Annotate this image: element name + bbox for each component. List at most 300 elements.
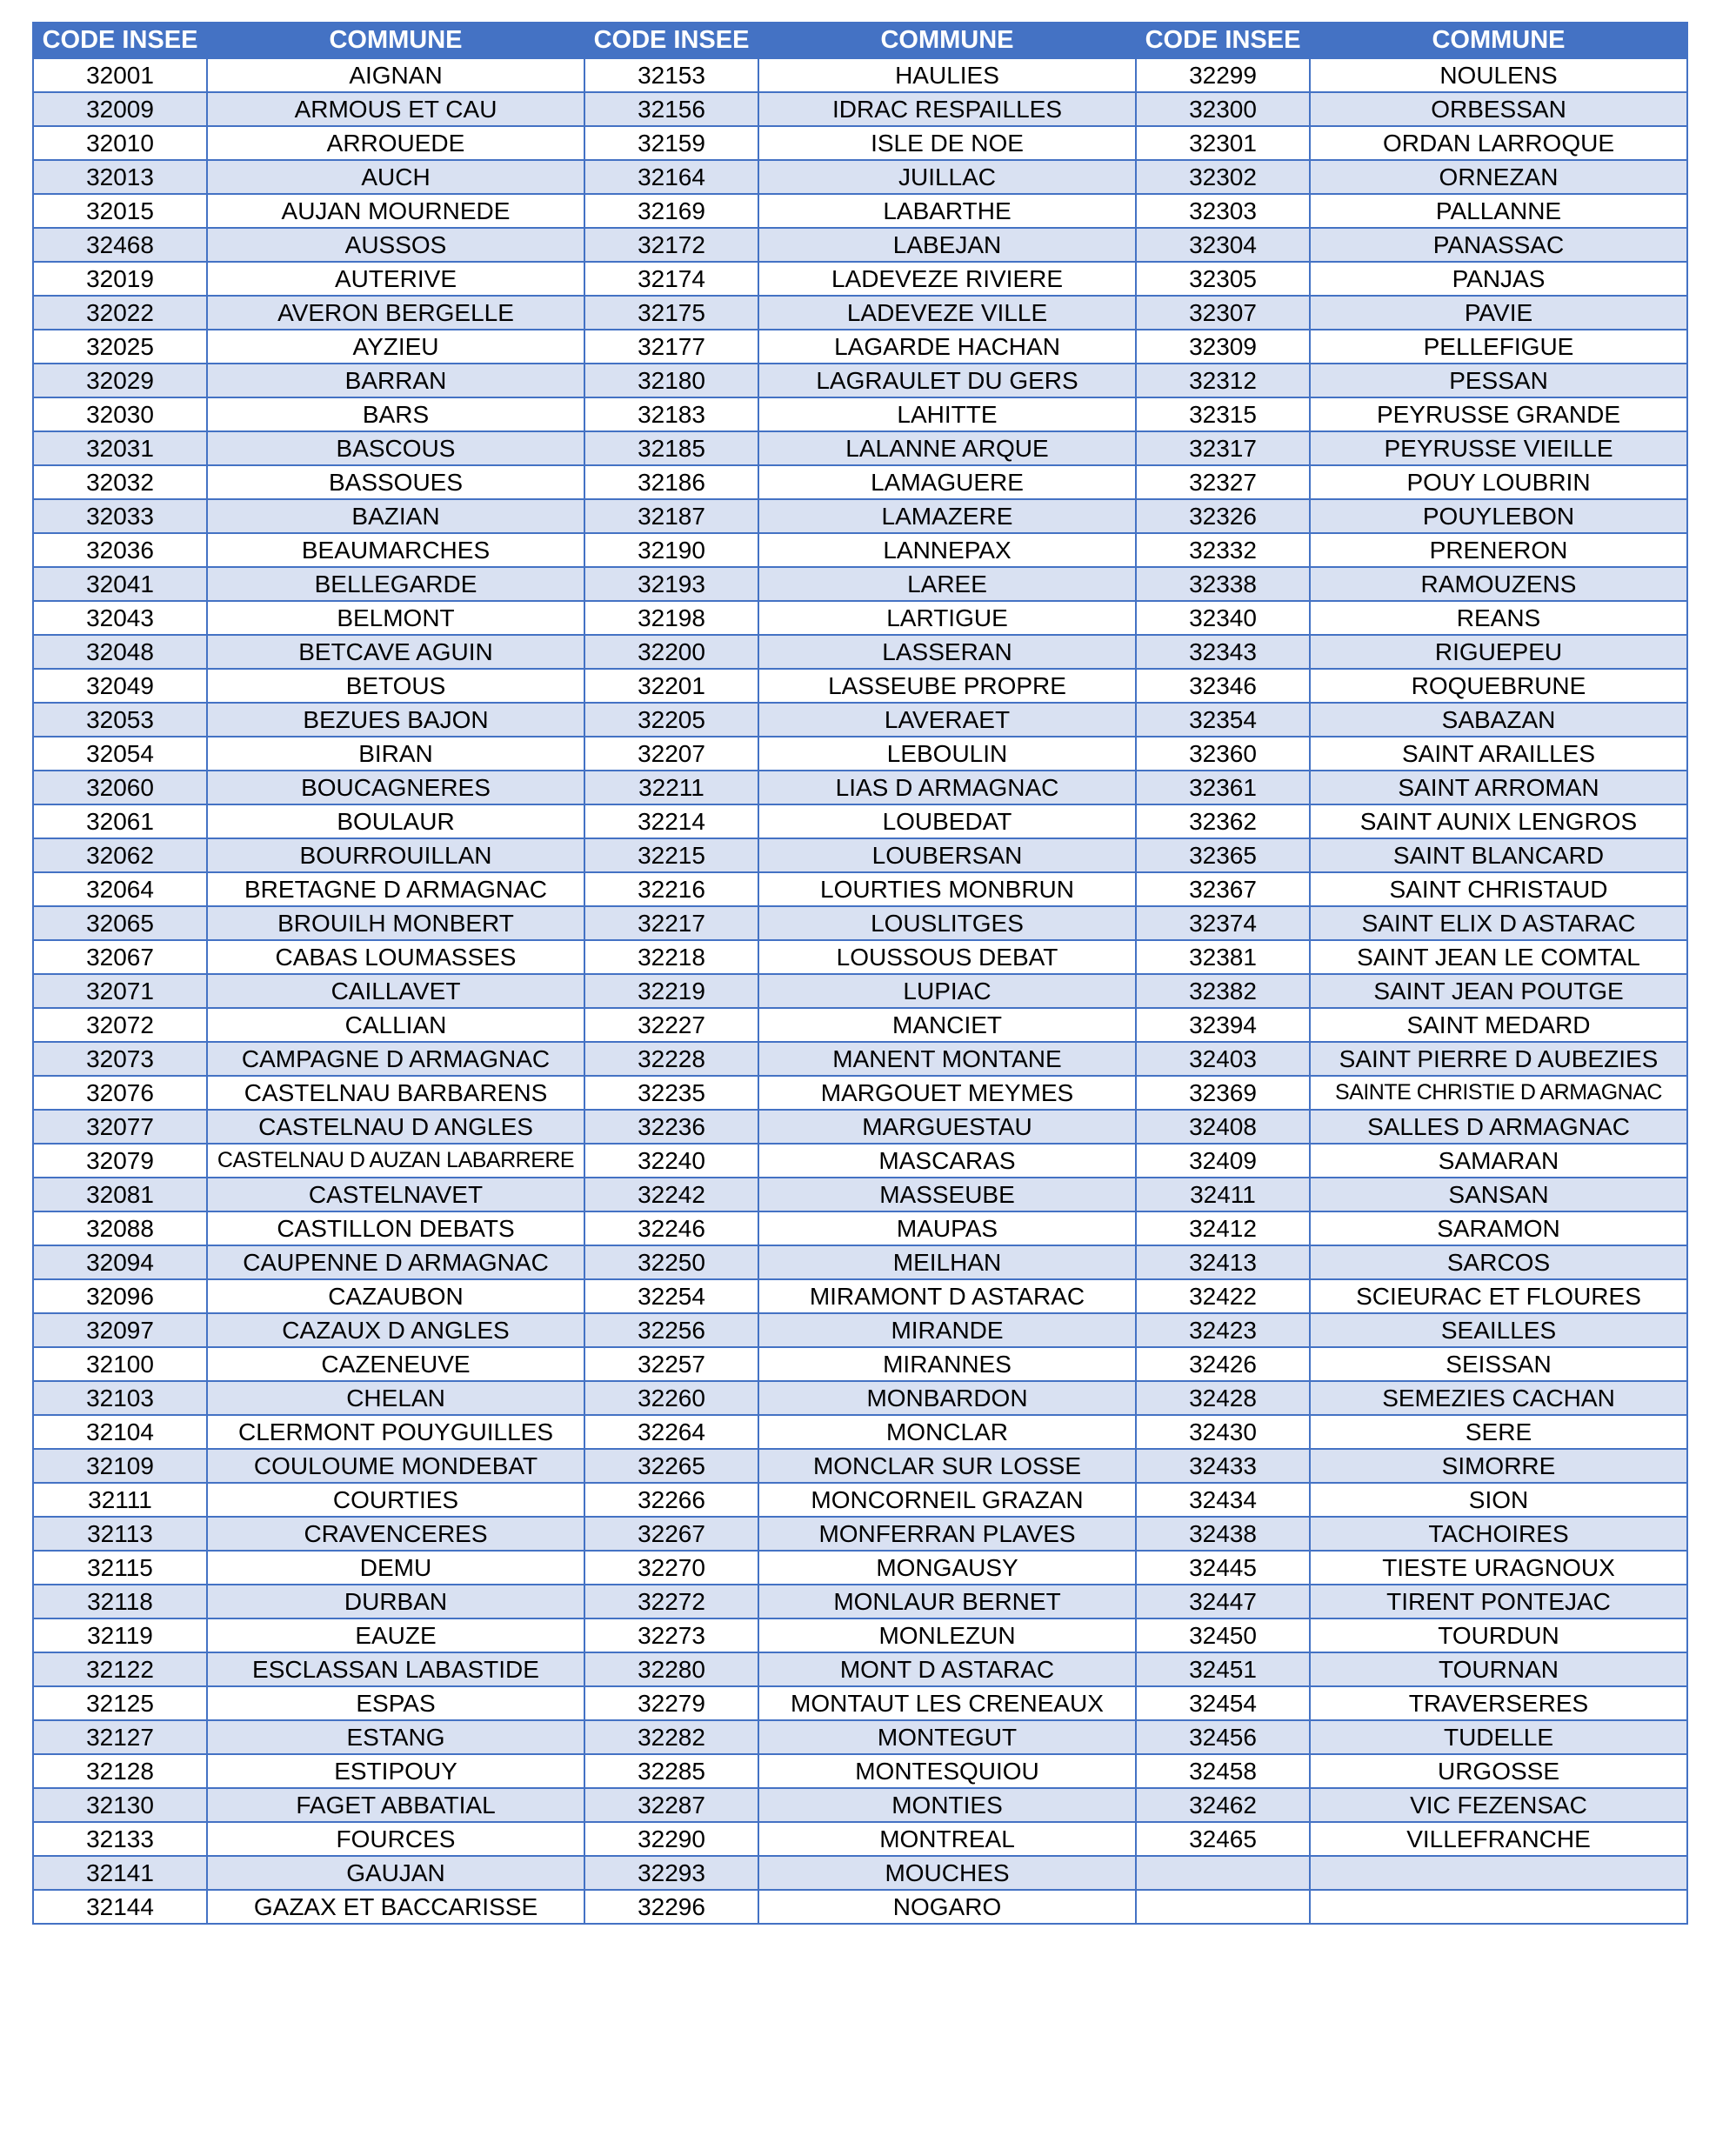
commune-table [32, 22, 1688, 1925]
commune-cell: BEAUMARCHES [207, 533, 584, 567]
header-code-insee-3: CODE INSEE [1136, 23, 1310, 58]
code-insee-cell: 32315 [1136, 397, 1310, 431]
code-insee-cell: 32141 [33, 1856, 207, 1890]
commune-cell: AYZIEU [207, 330, 584, 364]
commune-cell: TOURNAN [1310, 1652, 1687, 1686]
code-insee-cell: 32029 [33, 364, 207, 397]
code-insee-cell: 32312 [1136, 364, 1310, 397]
code-insee-cell: 32246 [584, 1211, 758, 1245]
commune-cell: LADEVEZE RIVIERE [758, 262, 1136, 296]
code-insee-cell: 32299 [1136, 58, 1310, 92]
code-insee-cell: 32302 [1136, 160, 1310, 194]
commune-cell: BARRAN [207, 364, 584, 397]
commune-cell: ESTIPOUY [207, 1754, 584, 1788]
code-insee-cell: 32096 [33, 1279, 207, 1313]
code-insee-cell: 32361 [1136, 771, 1310, 804]
commune-cell: SEMEZIES CACHAN [1310, 1381, 1687, 1415]
code-insee-cell: 32290 [584, 1822, 758, 1856]
commune-cell: VIC FEZENSAC [1310, 1788, 1687, 1822]
code-insee-cell: 32217 [584, 906, 758, 940]
commune-cell: COURTIES [207, 1483, 584, 1517]
code-insee-cell: 32305 [1136, 262, 1310, 296]
commune-cell: MIRAMONT D ASTARAC [758, 1279, 1136, 1313]
code-insee-cell: 32282 [584, 1720, 758, 1754]
table-row [33, 1415, 1687, 1449]
code-insee-cell: 32049 [33, 669, 207, 703]
commune-cell: LADEVEZE VILLE [758, 296, 1136, 330]
code-insee-cell: 32079 [33, 1144, 207, 1178]
commune-cell: LOURTIES MONBRUN [758, 872, 1136, 906]
table-row [33, 397, 1687, 431]
commune-cell: MONCLAR [758, 1415, 1136, 1449]
commune-cell: MAUPAS [758, 1211, 1136, 1245]
code-insee-cell: 32296 [584, 1890, 758, 1924]
commune-cell: PAVIE [1310, 296, 1687, 330]
code-insee-cell: 32381 [1136, 940, 1310, 974]
code-insee-cell: 32061 [33, 804, 207, 838]
code-insee-cell: 32180 [584, 364, 758, 397]
commune-cell: MONTIES [758, 1788, 1136, 1822]
commune-cell: SEISSAN [1310, 1347, 1687, 1381]
code-insee-cell: 32169 [584, 194, 758, 228]
code-insee-cell: 32428 [1136, 1381, 1310, 1415]
commune-cell: TACHOIRES [1310, 1517, 1687, 1551]
table-row [33, 1076, 1687, 1110]
table-row [33, 1618, 1687, 1652]
commune-cell: MONBARDON [758, 1381, 1136, 1415]
code-insee-cell: 32033 [33, 499, 207, 533]
commune-cell: ARMOUS ET CAU [207, 92, 584, 126]
commune-cell: CASTELNAVET [207, 1178, 584, 1211]
code-insee-cell: 32270 [584, 1551, 758, 1585]
commune-cell: AUJAN MOURNEDE [207, 194, 584, 228]
table-row [33, 1686, 1687, 1720]
code-insee-cell: 32133 [33, 1822, 207, 1856]
commune-cell: SALLES D ARMAGNAC [1310, 1110, 1687, 1144]
code-insee-cell: 32304 [1136, 228, 1310, 262]
commune-cell: LAREE [758, 567, 1136, 601]
commune-cell: LOUSLITGES [758, 906, 1136, 940]
code-insee-cell: 32287 [584, 1788, 758, 1822]
table-row [33, 364, 1687, 397]
commune-cell: SANSAN [1310, 1178, 1687, 1211]
code-insee-cell: 32413 [1136, 1245, 1310, 1279]
code-insee-cell: 32301 [1136, 126, 1310, 160]
code-insee-cell: 32115 [33, 1551, 207, 1585]
commune-cell: TRAVERSERES [1310, 1686, 1687, 1720]
code-insee-cell: 32227 [584, 1008, 758, 1042]
code-insee-cell: 32077 [33, 1110, 207, 1144]
commune-cell: PESSAN [1310, 364, 1687, 397]
commune-cell [1310, 1856, 1687, 1890]
table-row [33, 1856, 1687, 1890]
commune-cell: SAINT ARROMAN [1310, 771, 1687, 804]
commune-cell: ROQUEBRUNE [1310, 669, 1687, 703]
code-insee-cell: 32468 [33, 228, 207, 262]
code-insee-cell: 32064 [33, 872, 207, 906]
commune-cell: ORNEZAN [1310, 160, 1687, 194]
table-row [33, 1483, 1687, 1517]
commune-cell: BASSOUES [207, 465, 584, 499]
commune-cell: FAGET ABBATIAL [207, 1788, 584, 1822]
code-insee-cell: 32062 [33, 838, 207, 872]
commune-cell: TUDELLE [1310, 1720, 1687, 1754]
commune-cell: ISLE DE NOE [758, 126, 1136, 160]
code-insee-cell: 32025 [33, 330, 207, 364]
commune-cell: MONCLAR SUR LOSSE [758, 1449, 1136, 1483]
table-row [33, 1551, 1687, 1585]
table-row [33, 771, 1687, 804]
code-insee-cell: 32454 [1136, 1686, 1310, 1720]
code-insee-cell: 32097 [33, 1313, 207, 1347]
code-insee-cell: 32346 [1136, 669, 1310, 703]
commune-cell: CALLIAN [207, 1008, 584, 1042]
code-insee-cell: 32300 [1136, 92, 1310, 126]
commune-cell: ARROUEDE [207, 126, 584, 160]
code-insee-cell: 32043 [33, 601, 207, 635]
code-insee-cell: 32122 [33, 1652, 207, 1686]
commune-cell: MONTEGUT [758, 1720, 1136, 1754]
commune-cell: SAINTE CHRISTIE D ARMAGNAC [1310, 1076, 1687, 1110]
code-insee-cell: 32100 [33, 1347, 207, 1381]
code-insee-cell: 32367 [1136, 872, 1310, 906]
commune-cell: BELLEGARDE [207, 567, 584, 601]
commune-cell: BELMONT [207, 601, 584, 635]
code-insee-cell: 32186 [584, 465, 758, 499]
code-insee-cell: 32257 [584, 1347, 758, 1381]
code-insee-cell: 32309 [1136, 330, 1310, 364]
header-commune-2: COMMUNE [758, 23, 1136, 58]
code-insee-cell: 32456 [1136, 1720, 1310, 1754]
commune-cell: LAGRAULET DU GERS [758, 364, 1136, 397]
table-row [33, 533, 1687, 567]
commune-cell: SIMORRE [1310, 1449, 1687, 1483]
table-row [33, 1652, 1687, 1686]
code-insee-cell: 32423 [1136, 1313, 1310, 1347]
code-insee-cell: 32426 [1136, 1347, 1310, 1381]
commune-cell: SION [1310, 1483, 1687, 1517]
code-insee-cell: 32394 [1136, 1008, 1310, 1042]
commune-cell: SAINT PIERRE D AUBEZIES [1310, 1042, 1687, 1076]
commune-cell: MONLEZUN [758, 1618, 1136, 1652]
table-row [33, 1347, 1687, 1381]
code-insee-cell: 32104 [33, 1415, 207, 1449]
commune-cell: CASTELNAU D AUZAN LABARRERE [207, 1144, 584, 1178]
table-row [33, 1279, 1687, 1313]
code-insee-cell [1136, 1890, 1310, 1924]
code-insee-cell: 32445 [1136, 1551, 1310, 1585]
code-insee-cell: 32190 [584, 533, 758, 567]
commune-cell: LANNEPAX [758, 533, 1136, 567]
code-insee-cell: 32031 [33, 431, 207, 465]
code-insee-cell: 32088 [33, 1211, 207, 1245]
code-insee-cell: 32187 [584, 499, 758, 533]
commune-cell: FOURCES [207, 1822, 584, 1856]
commune-cell: CAUPENNE D ARMAGNAC [207, 1245, 584, 1279]
code-insee-cell: 32369 [1136, 1076, 1310, 1110]
commune-cell: CABAS LOUMASSES [207, 940, 584, 974]
code-insee-cell: 32185 [584, 431, 758, 465]
commune-cell: LOUBERSAN [758, 838, 1136, 872]
code-insee-cell: 32317 [1136, 431, 1310, 465]
commune-cell: ESPAS [207, 1686, 584, 1720]
commune-cell: SAINT ARAILLES [1310, 737, 1687, 771]
commune-cell: MONTREAL [758, 1822, 1136, 1856]
code-insee-cell: 32177 [584, 330, 758, 364]
commune-cell: BASCOUS [207, 431, 584, 465]
table-row [33, 974, 1687, 1008]
commune-cell: MIRANNES [758, 1347, 1136, 1381]
code-insee-cell: 32280 [584, 1652, 758, 1686]
code-insee-cell: 32001 [33, 58, 207, 92]
code-insee-cell: 32216 [584, 872, 758, 906]
code-insee-cell: 32279 [584, 1686, 758, 1720]
code-insee-cell: 32228 [584, 1042, 758, 1076]
code-insee-cell: 32041 [33, 567, 207, 601]
commune-cell: SABAZAN [1310, 703, 1687, 737]
commune-cell: LOUBEDAT [758, 804, 1136, 838]
code-insee-cell: 32307 [1136, 296, 1310, 330]
table-row [33, 58, 1687, 92]
table-row [33, 567, 1687, 601]
header-code-insee-1: CODE INSEE [33, 23, 207, 58]
table-row [33, 194, 1687, 228]
commune-cell: BETCAVE AGUIN [207, 635, 584, 669]
code-insee-cell: 32125 [33, 1686, 207, 1720]
table-row [33, 1313, 1687, 1347]
header-code-insee-2: CODE INSEE [584, 23, 758, 58]
commune-cell: MANCIET [758, 1008, 1136, 1042]
table-row [33, 1178, 1687, 1211]
code-insee-cell: 32218 [584, 940, 758, 974]
table-row [33, 1822, 1687, 1856]
code-insee-cell: 32172 [584, 228, 758, 262]
commune-cell: MASCARAS [758, 1144, 1136, 1178]
code-insee-cell: 32128 [33, 1754, 207, 1788]
code-insee-cell: 32215 [584, 838, 758, 872]
code-insee-cell: 32072 [33, 1008, 207, 1042]
code-insee-cell: 32022 [33, 296, 207, 330]
commune-cell: MIRANDE [758, 1313, 1136, 1347]
code-insee-cell: 32235 [584, 1076, 758, 1110]
code-insee-cell: 32193 [584, 567, 758, 601]
code-insee-cell: 32076 [33, 1076, 207, 1110]
code-insee-cell: 32030 [33, 397, 207, 431]
commune-cell: BOUCAGNERES [207, 771, 584, 804]
table-row [33, 465, 1687, 499]
commune-cell: SEAILLES [1310, 1313, 1687, 1347]
table-row [33, 669, 1687, 703]
code-insee-cell: 32111 [33, 1483, 207, 1517]
code-insee-cell [1136, 1856, 1310, 1890]
table-row [33, 262, 1687, 296]
code-insee-cell: 32430 [1136, 1415, 1310, 1449]
commune-cell: CAMPAGNE D ARMAGNAC [207, 1042, 584, 1076]
code-insee-cell: 32164 [584, 160, 758, 194]
table-row [33, 499, 1687, 533]
commune-cell: LAVERAET [758, 703, 1136, 737]
table-body [33, 58, 1687, 1924]
commune-cell: PELLEFIGUE [1310, 330, 1687, 364]
code-insee-cell: 32382 [1136, 974, 1310, 1008]
commune-cell: ORDAN LARROQUE [1310, 126, 1687, 160]
table-row [33, 940, 1687, 974]
commune-cell: AUCH [207, 160, 584, 194]
code-insee-cell: 32201 [584, 669, 758, 703]
table-row [33, 296, 1687, 330]
commune-cell: PALLANNE [1310, 194, 1687, 228]
table-row [33, 1144, 1687, 1178]
code-insee-cell: 32422 [1136, 1279, 1310, 1313]
code-insee-cell: 32032 [33, 465, 207, 499]
commune-cell: ESTANG [207, 1720, 584, 1754]
commune-cell: BROUILH MONBERT [207, 906, 584, 940]
code-insee-cell: 32267 [584, 1517, 758, 1551]
table-row [33, 906, 1687, 940]
commune-cell: MOUCHES [758, 1856, 1136, 1890]
commune-cell: MARGUESTAU [758, 1110, 1136, 1144]
commune-cell: NOGARO [758, 1890, 1136, 1924]
code-insee-cell: 32293 [584, 1856, 758, 1890]
commune-cell: SERE [1310, 1415, 1687, 1449]
commune-cell: SAINT JEAN LE COMTAL [1310, 940, 1687, 974]
commune-cell: IDRAC RESPAILLES [758, 92, 1136, 126]
commune-cell: HAULIES [758, 58, 1136, 92]
code-insee-cell: 32360 [1136, 737, 1310, 771]
commune-cell: CASTELNAU BARBARENS [207, 1076, 584, 1110]
commune-cell: RIGUEPEU [1310, 635, 1687, 669]
table-row [33, 838, 1687, 872]
code-insee-cell: 32273 [584, 1618, 758, 1652]
table-row [33, 92, 1687, 126]
code-insee-cell: 32256 [584, 1313, 758, 1347]
commune-cell: RAMOUZENS [1310, 567, 1687, 601]
code-insee-cell: 32010 [33, 126, 207, 160]
commune-cell: BARS [207, 397, 584, 431]
commune-cell: DURBAN [207, 1585, 584, 1618]
commune-cell: LAGARDE HACHAN [758, 330, 1136, 364]
code-insee-cell: 32343 [1136, 635, 1310, 669]
code-insee-cell: 32015 [33, 194, 207, 228]
code-insee-cell: 32175 [584, 296, 758, 330]
commune-cell: LAHITTE [758, 397, 1136, 431]
table-row [33, 1042, 1687, 1076]
commune-cell: MONFERRAN PLAVES [758, 1517, 1136, 1551]
table-row [33, 1381, 1687, 1415]
code-insee-cell: 32254 [584, 1279, 758, 1313]
code-insee-cell: 32118 [33, 1585, 207, 1618]
code-insee-cell: 32408 [1136, 1110, 1310, 1144]
code-insee-cell: 32265 [584, 1449, 758, 1483]
commune-cell: COULOUME MONDEBAT [207, 1449, 584, 1483]
commune-cell: MONGAUSY [758, 1551, 1136, 1585]
table-row [33, 1720, 1687, 1754]
table-row [33, 703, 1687, 737]
commune-cell: LABARTHE [758, 194, 1136, 228]
code-insee-cell: 32109 [33, 1449, 207, 1483]
code-insee-cell: 32332 [1136, 533, 1310, 567]
commune-cell: AVERON BERGELLE [207, 296, 584, 330]
commune-cell: BRETAGNE D ARMAGNAC [207, 872, 584, 906]
code-insee-cell: 32009 [33, 92, 207, 126]
table-row [33, 737, 1687, 771]
code-insee-cell: 32211 [584, 771, 758, 804]
code-insee-cell: 32081 [33, 1178, 207, 1211]
code-insee-cell: 32036 [33, 533, 207, 567]
table-row [33, 431, 1687, 465]
commune-cell: ORBESSAN [1310, 92, 1687, 126]
commune-cell: AIGNAN [207, 58, 584, 92]
commune-cell: LABEJAN [758, 228, 1136, 262]
commune-cell: SARCOS [1310, 1245, 1687, 1279]
code-insee-cell: 32438 [1136, 1517, 1310, 1551]
table-row [33, 804, 1687, 838]
code-insee-cell: 32272 [584, 1585, 758, 1618]
commune-cell: MONLAUR BERNET [758, 1585, 1136, 1618]
commune-cell: ESCLASSAN LABASTIDE [207, 1652, 584, 1686]
code-insee-cell: 32153 [584, 58, 758, 92]
commune-cell: VILLEFRANCHE [1310, 1822, 1687, 1856]
table-row [33, 1517, 1687, 1551]
code-insee-cell: 32365 [1136, 838, 1310, 872]
commune-cell: SAINT BLANCARD [1310, 838, 1687, 872]
commune-cell: EAUZE [207, 1618, 584, 1652]
commune-cell: MONTAUT LES CRENEAUX [758, 1686, 1136, 1720]
commune-cell: PANASSAC [1310, 228, 1687, 262]
commune-cell: MONTESQUIOU [758, 1754, 1136, 1788]
table-row [33, 1585, 1687, 1618]
commune-cell: AUSSOS [207, 228, 584, 262]
code-insee-cell: 32174 [584, 262, 758, 296]
code-insee-cell: 32127 [33, 1720, 207, 1754]
table-row [33, 228, 1687, 262]
table-row [33, 1788, 1687, 1822]
commune-cell: SAINT JEAN POUTGE [1310, 974, 1687, 1008]
commune-cell: PANJAS [1310, 262, 1687, 296]
commune-cell: BETOUS [207, 669, 584, 703]
code-insee-cell: 32326 [1136, 499, 1310, 533]
code-insee-cell: 32260 [584, 1381, 758, 1415]
table-row [33, 330, 1687, 364]
code-insee-cell: 32458 [1136, 1754, 1310, 1788]
code-insee-cell: 32266 [584, 1483, 758, 1517]
code-insee-cell: 32183 [584, 397, 758, 431]
code-insee-cell: 32156 [584, 92, 758, 126]
code-insee-cell: 32303 [1136, 194, 1310, 228]
table-row [33, 1110, 1687, 1144]
code-insee-cell: 32338 [1136, 567, 1310, 601]
commune-cell: BOULAUR [207, 804, 584, 838]
table-row [33, 1449, 1687, 1483]
commune-cell: LAMAZERE [758, 499, 1136, 533]
commune-cell: LARTIGUE [758, 601, 1136, 635]
commune-cell: SAINT ELIX D ASTARAC [1310, 906, 1687, 940]
code-insee-cell: 32200 [584, 635, 758, 669]
commune-cell: PEYRUSSE GRANDE [1310, 397, 1687, 431]
code-insee-cell: 32264 [584, 1415, 758, 1449]
commune-cell: CAILLAVET [207, 974, 584, 1008]
code-insee-cell: 32403 [1136, 1042, 1310, 1076]
commune-cell: CHELAN [207, 1381, 584, 1415]
commune-cell: POUYLEBON [1310, 499, 1687, 533]
code-insee-cell: 32374 [1136, 906, 1310, 940]
commune-cell: POUY LOUBRIN [1310, 465, 1687, 499]
table-row [33, 635, 1687, 669]
header-row [33, 23, 1687, 58]
code-insee-cell: 32130 [33, 1788, 207, 1822]
header-commune-1: COMMUNE [207, 23, 584, 58]
table-row [33, 126, 1687, 160]
